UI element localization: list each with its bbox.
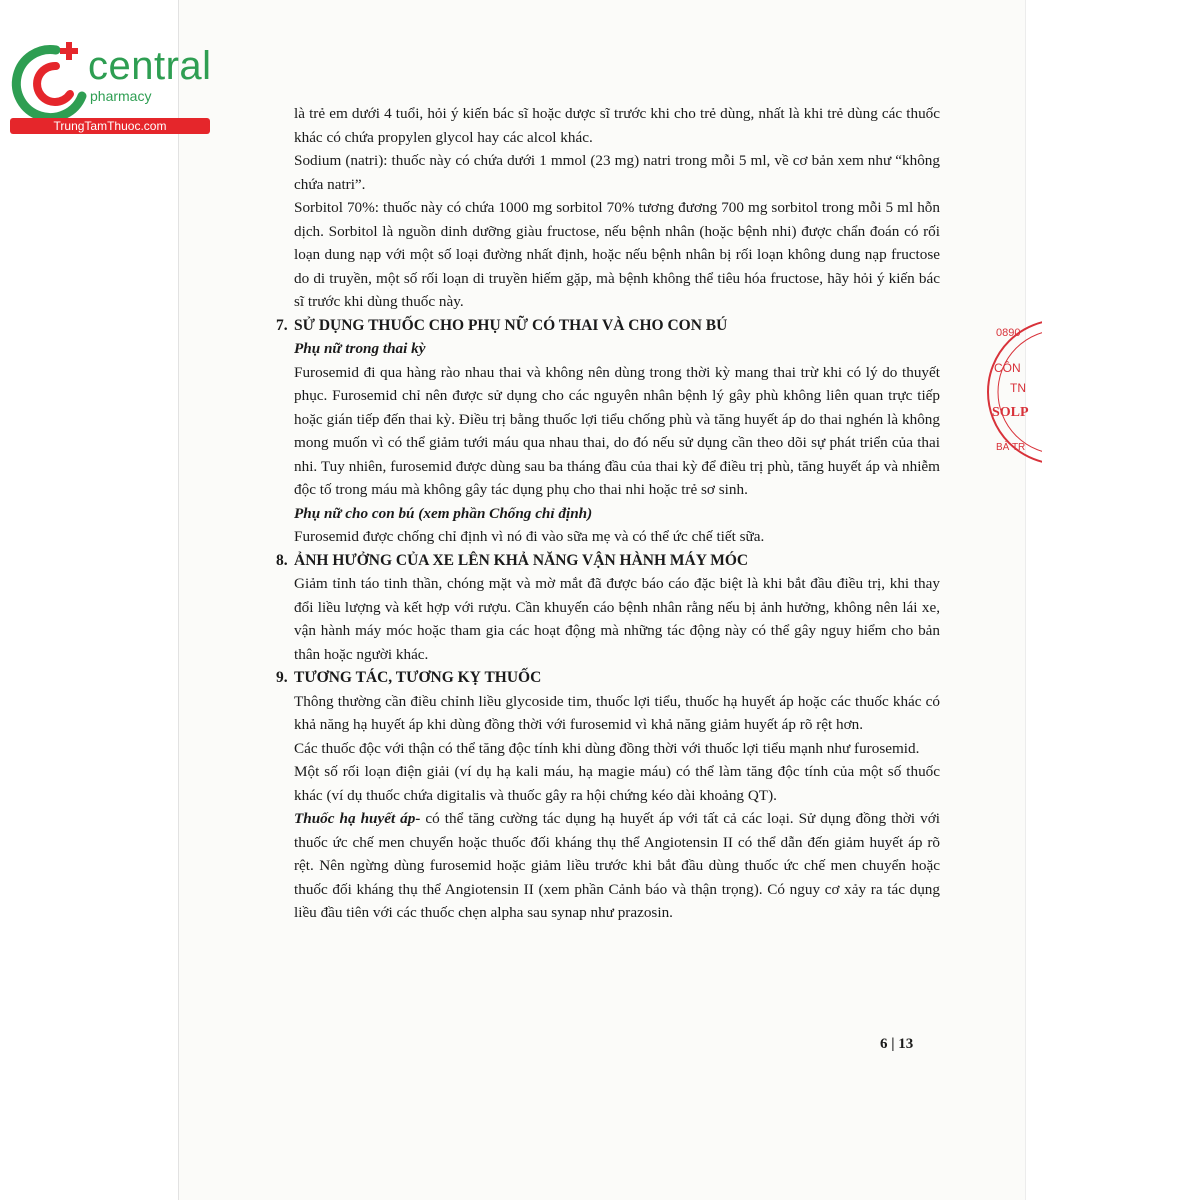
- section-heading: [276, 666, 940, 690]
- logo-url-banner: TrungTamThuoc.com: [10, 118, 210, 134]
- section-heading: [276, 549, 940, 573]
- section-number: 8.: [276, 551, 288, 569]
- logo-wordmark: central: [88, 44, 212, 88]
- stamp-text: 0890: [996, 327, 1021, 339]
- stamp-text: TN: [1010, 381, 1026, 395]
- section-heading: [276, 314, 940, 338]
- stamp-text: SOLP: [992, 405, 1029, 420]
- paragraph: Một số rối loạn điện giải (ví dụ hạ kali máu, hạ magie máu) có thể làm tăng độc tính của một số thuốc khác (ví dụ thuốc chứa digitalis và thuốc gây ra hội chứng kéo dài khoảng QT).: [294, 763, 940, 804]
- document-body: [276, 102, 940, 925]
- company-stamp: [982, 310, 1042, 470]
- paragraph: Giảm tỉnh táo tinh thần, chóng mặt và mờ mắt đã được báo cáo đặc biệt là khi bắt đầu điều trị, khi thay đổi liều lượng và kết hợp với rượu. Cần khuyến cáo bệnh nhân rằng nếu bị ảnh hưởng, không nên lái xe, vận hành máy móc hoặc tham gia các hoạt động mà những tác động này có thể gây nguy hiểm cho bản thân hoặc người khác.: [294, 575, 940, 663]
- stamp-text: CÔN: [994, 361, 1021, 375]
- section-number: 9.: [276, 669, 288, 686]
- inline-lead: Thuốc hạ huyết áp-: [294, 810, 421, 827]
- paragraph: [276, 807, 940, 925]
- subheading: Phụ nữ trong thai kỳ: [294, 340, 426, 357]
- section-number: 7.: [276, 316, 288, 334]
- subheading: Phụ nữ cho con bú (xem phần Chống chỉ định): [294, 504, 593, 522]
- paragraph: Thông thường cần điều chỉnh liều glycoside tim, thuốc lợi tiểu, thuốc hạ huyết áp hoặc các thuốc khác có khả năng hạ huyết áp khi dùng đồng thời với furosemid vì khả năng giảm huyết áp rõ rệt hơn.: [294, 692, 940, 733]
- paragraph: Furosemid được chống chỉ định vì nó đi vào sữa mẹ và có thể ức chế tiết sữa.: [294, 528, 765, 545]
- paragraph: Sodium (natri): thuốc này có chứa dưới 1 mmol (23 mg) natri trong mỗi 5 ml, về cơ bản xem như “không chứa natri”.: [294, 152, 940, 193]
- section-title: SỬ DỤNG THUỐC CHO PHỤ NỮ CÓ THAI VÀ CHO CON BÚ: [294, 316, 728, 334]
- page-number: 6 | 13: [880, 1036, 914, 1052]
- paragraph: là trẻ em dưới 4 tuổi, hỏi ý kiến bác sĩ hoặc dược sĩ trước khi cho trẻ dùng, nhất là khi trẻ dùng các thuốc khác có chứa propylen glycol hay các alcol khác.: [294, 105, 940, 146]
- section-title: ẢNH HƯỞNG CỦA XE LÊN KHẢ NĂNG VẬN HÀNH MÁY MÓC: [294, 551, 749, 569]
- paragraph: Các thuốc độc với thận có thể tăng độc tính khi dùng đồng thời với thuốc lợi tiểu mạnh như furosemid.: [294, 739, 920, 757]
- paragraph: Furosemid đi qua hàng rào nhau thai và không nên dùng trong thời kỳ mang thai trừ khi có lý do thuyết phục. Furosemid chỉ nên được sử dụng cho các nguyên nhân bệnh lý gây phù không liên quan trực tiếp hoặc gián tiếp đến thai kỳ. Điều trị bằng thuốc lợi tiểu chống phù và tăng huyết áp do thai nghén là không mong muốn vì có thể giảm tưới máu qua nhau thai, do đó nếu sử dụng cần theo dõi sự phát triển của thai nhi. Tuy nhiên, furosemid được dùng sau ba tháng đầu của thai kỳ để điều trị phù, tăng huyết áp và nhiễm độc tố trong máu mà không gây tác dụng phụ cho thai nhi hoặc trẻ sơ sinh.: [294, 363, 940, 498]
- paragraph: Sorbitol 70%: thuốc này có chứa 1000 mg sorbitol 70% tương đương 700 mg sorbitol trong mỗi 5 ml hỗn dịch. Sorbitol là nguồn dinh dưỡng giàu fructose, nếu bệnh nhân (hoặc bệnh nhi) được chẩn đoán có rối loạn dung nạp với một số loại đường nhất định, hoặc nếu bệnh nhân bị rối loạn không dung nạp fructose do di truyền, một số rối loạn di truyền hiếm gặp, mà bệnh không thể tiêu hóa fructose, hãy hỏi ý kiến bác sĩ trước khi dùng thuốc này.: [294, 199, 940, 310]
- logo-subtitle: pharmacy: [90, 88, 152, 104]
- stamp-text: BÀ TR: [996, 442, 1026, 453]
- section-title: TƯƠNG TÁC, TƯƠNG KỴ THUỐC: [294, 669, 542, 686]
- inline-text: có thể tăng cường tác dụng hạ huyết áp với tất cả các loại. Sử dụng đồng thời với thuốc ức chế men chuyển hoặc thuốc đối kháng thụ thể Angiotensin II có thể dẫn đến giảm huyết áp rõ rệt. Nên ngừng dùng furosemid hoặc giảm liều trước khi bắt đầu dùng thuốc ức chế men chuyển hoặc thuốc đối kháng thụ thể Angiotensin II (xem phần Cảnh báo và thận trọng). Có nguy cơ xảy ra tác dụng liều đầu tiên với các thuốc chẹn alpha sau synap như prazosin.: [294, 810, 940, 921]
